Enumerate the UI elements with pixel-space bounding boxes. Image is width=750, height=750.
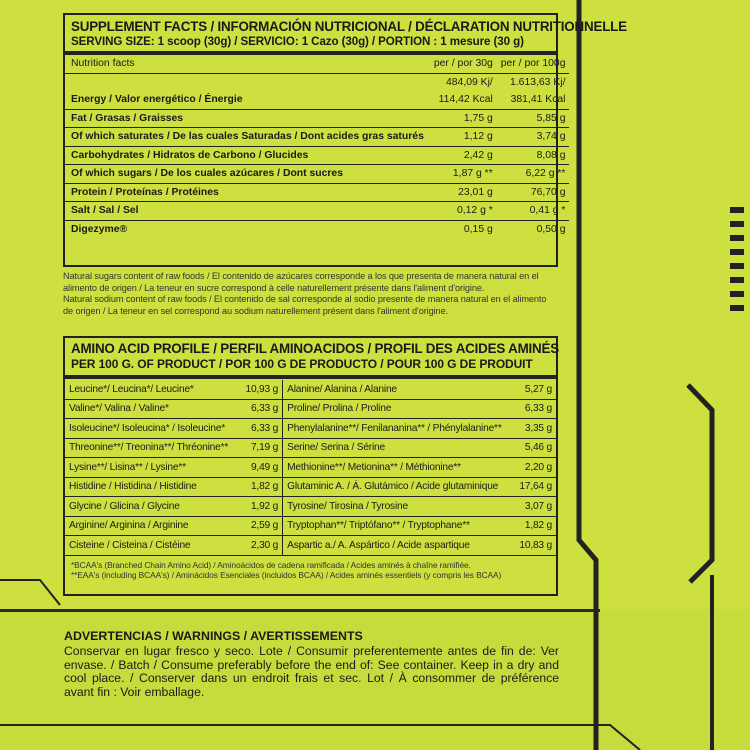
thick-divider: [65, 375, 556, 379]
serving-size: SERVING SIZE: 1 scoop (30g) / SERVICIO: 1 Cazo (30g) / PORTION : 1 mesure (30 g): [71, 35, 524, 48]
frame-line-right: [579, 0, 596, 750]
table-row: Of which sugars / De los cuales azúcares / Dont sucres 1,87 g ** 6,22 g **: [65, 165, 569, 184]
nutrition-facts-box: [63, 13, 627, 267]
nutrition-header-row: [65, 55, 569, 73]
chevron-line: [688, 385, 712, 582]
bottom-line: [0, 725, 640, 750]
table-row: Isoleucine*/ Isoleucina* / Isoleucine* 6,33 g Phenylalanine**/ Fenilananina** / Phénylalanine** 3,35 g: [65, 419, 556, 439]
table-row: Lysine**/ Lisina** / Lysine** 9,49 g Methionine**/ Metionina** / Méthionine** 2,20 g: [65, 458, 556, 478]
footnotes: [63, 271, 558, 317]
table-row: Glycine / Glicina / Glycine 1,92 g Tyrosine/ Tirosina / Tyrosine 3,07 g: [65, 497, 556, 517]
amino-acid-box: [63, 336, 558, 596]
col-label: Nutrition facts: [65, 55, 430, 73]
table-row: Protein / Proteínas / Protéines 23,01 g 76,70 g: [65, 183, 569, 202]
table-row: Leucine*/ Leucina*/ Leucine* 10,93 g Alanine/ Alanina / Alanine 5,27 g: [65, 380, 556, 399]
amino-footnotes: [65, 556, 556, 581]
table-row: Fat / Grasas / Graisses 1,75 g 5,85 g: [65, 109, 569, 128]
bcaa-note: *BCAA's (Branched Chain Amino Acid) / Aminoácidos de cadena ramificada / Acides aminés à chaîne ramifiée.: [71, 559, 471, 570]
table-row: Of which saturates / De las cuales Saturadas / Dont acides gras saturés 1,12 g 3,74 g: [65, 128, 569, 147]
warnings-text: Conservar en lugar fresco y seco. Lote / Consumir preferentemente antes de fin de: Ver envase. / Batch / Consume preferably before the end of: See container. Keep in a dry and cool place. / Conserver dans un endroit frais et sec. Lot / À consommer de préférence avant fin : Voir emballage.: [64, 644, 559, 699]
eaa-note: **EAA's (including BCAA's) / Aminácidos Esenciales (incluidos BCAA) / Acides aminés essentiels (y compris les BCAA): [71, 570, 502, 581]
amino-title: AMINO ACID PROFILE / PERFIL AMINOACIDOS / PROFIL DES ACIDES AMINÉS: [71, 341, 559, 356]
amino-subtitle: PER 100 G. OF PRODUCT / POR 100 G DE PRODUCTO / POUR 100 G DE PRODUIT: [71, 357, 533, 371]
corner-line: [0, 580, 60, 605]
sugar-note: Natural sugars content of raw foods / El contenido de azúcares corresponde a los que presenta de manera natural en el alimento de origen / La teneur en sucre correspond à celle naturellement présente dans l'aliment d'origine.: [63, 271, 539, 293]
amino-table: [65, 380, 556, 556]
table-row: Salt / Sal / Sel 0,12 g * 0,41 g *: [65, 202, 569, 221]
table-row: Valine*/ Valina / Valine* 6,33 g Proline/ Prolina / Proline 6,33 g: [65, 399, 556, 419]
table-row: Arginine/ Arginina / Arginine 2,59 g Tryptophan**/ Triptófano** / Tryptophane** 1,82 g: [65, 516, 556, 536]
table-row: 484,09 Kj/ 1.613,63 Kj/: [445, 76, 566, 88]
nutrition-table: [65, 55, 569, 238]
table-row: Cisteine / Cisteina / Cistéine 2,30 g Aspartic a./ A. Aspártico / Acide aspartique 10,83 g: [65, 536, 556, 556]
col-30g: per / por 30g: [430, 55, 497, 73]
dash-stripes: [730, 210, 744, 308]
table-row: Threonine**/ Treonina**/ Thréonine** 7,19 g Serine/ Serina / Sérine 5,46 g: [65, 438, 556, 458]
warnings-title: ADVERTENCIAS / WARNINGS / AVERTISSEMENTS: [64, 629, 363, 643]
col-100g: per / por 100g: [497, 55, 570, 73]
table-row: Histidine / Histidina / Histidine 1,82 g Glutaminic A. / Á. Glutámico / Acide glutaminique 17,64 g: [65, 477, 556, 497]
table-row: Digezyme® 0,15 g 0,50 g: [71, 223, 566, 235]
table-row: Energy / Valor energético / Énergie 114,42 Kcal 381,41 Kcal: [65, 91, 569, 109]
sodium-note: Natural sodium content of raw foods / El contenido de sal corresponde al sodio presente de manera natural en el alimento de origen / La teneur en sel correspond au sodium naturellement présent dans l'aliment d'origine.: [63, 294, 547, 316]
table-row: Carbohydrates / Hidratos de Carbono / Glucides 2,42 g 8,08 g: [65, 146, 569, 165]
nutrition-title: SUPPLEMENT FACTS / INFORMACIÓN NUTRICIONAL / DÉCLARATION NUTRITIONNELLE: [71, 19, 627, 34]
